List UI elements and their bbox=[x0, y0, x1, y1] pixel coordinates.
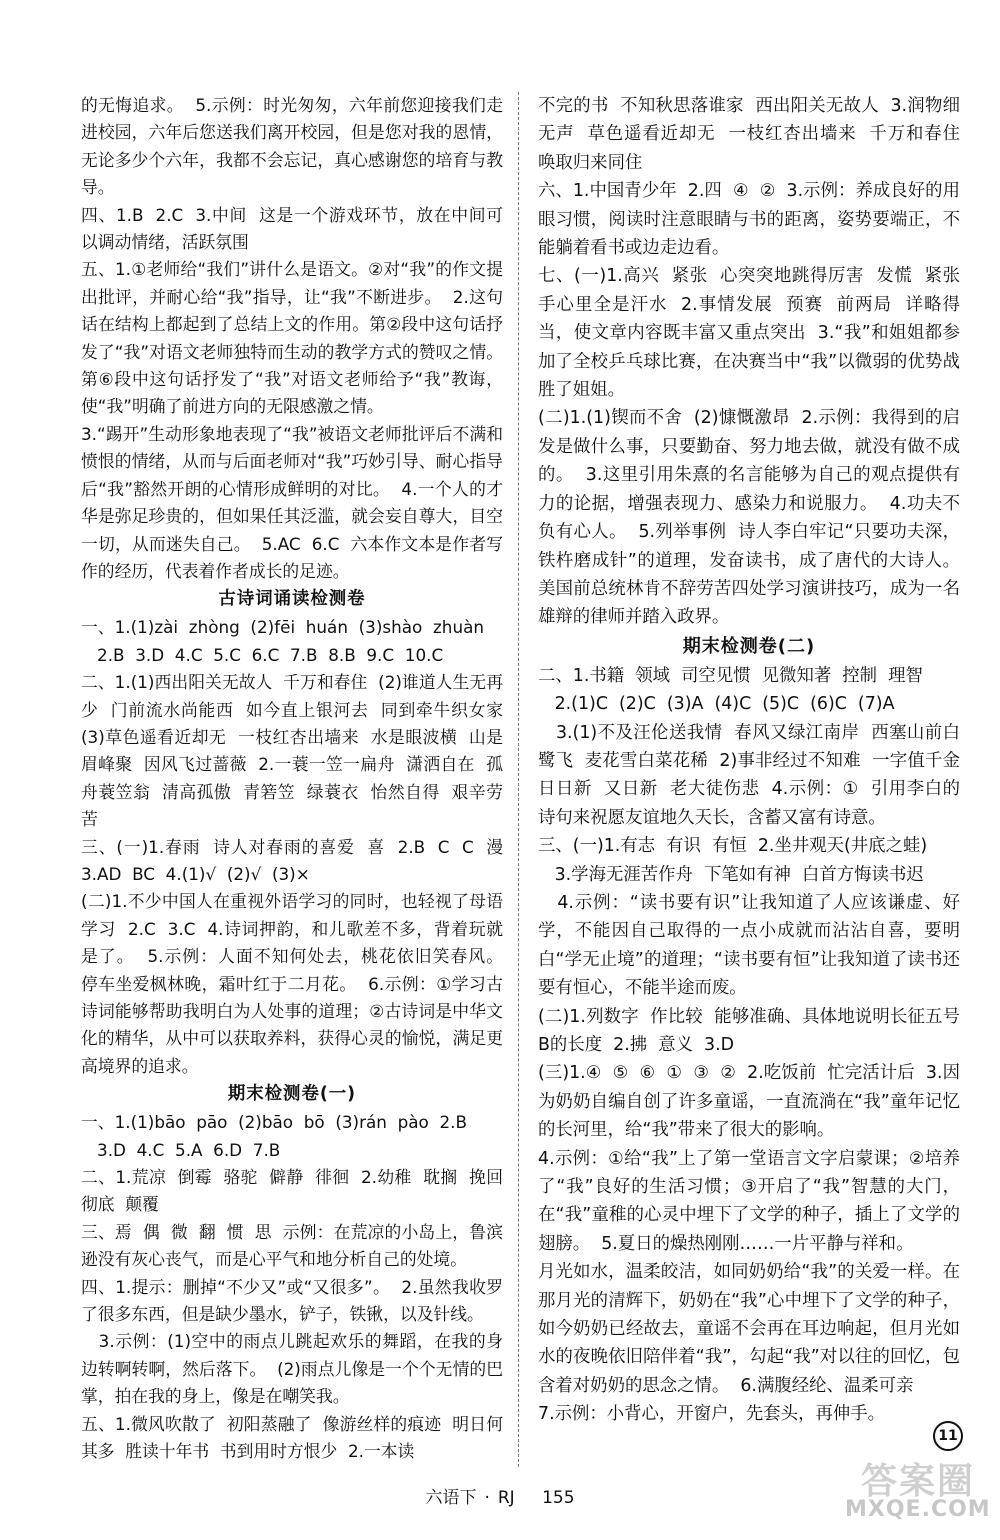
footer-subject: 六语下 bbox=[425, 1488, 477, 1508]
answer-paragraph: 7.示例：小背心，开窗户，先套头，再伸手。 bbox=[538, 1404, 886, 1425]
watermark-cn: 答案圈 bbox=[860, 1461, 975, 1502]
answer-paragraph: (二)1.列数字 作比较 能够准确、具体地说明长征五号B的长度 2.拂 意义 3.D bbox=[538, 1006, 960, 1055]
answer-paragraph: (二)1.(1)锲而不舍 (2)慷慨激昂 2.示例：我得到的启发是做什么事，只要勤奋、努力地去做，就没有做不成的。 3.这里引用朱熹的名言能够为自己的观点提供有力的论据，增强表现力、感染力和说服力。 4.功夫不负有心人。 5.列举事例 诗人李白牢记“只要功夫深，铁杵磨成针”的道理，发奋读书，成了唐代的大诗人。 美国前总统林肯不辞劳苦四处学习演讲技巧，成为一名雄辩的律师并踏入政界。 bbox=[538, 408, 972, 628]
answer-paragraph: (二)1.不少中国人在重视外语学习的同时，也轻视了母语学习 2.C 3.C 4.诗词押韵，和儿歌差不多，背着玩就是了。 5.示例：人面不知何处去，桃花依旧笑春风。 停车坐爱枫林晚，霜叶红于二月花。 6.示例：①学习古诗词能够帮助我明白为人处事的道理；②古诗词是中华文化的精华，从中可以获取养料，获得心灵的愉悦，满足更高境界的追求。 bbox=[81, 891, 514, 1076]
answer-paragraph: 4.示例：①给“我”上了第一堂语言文字启蒙课；②培养了“我”良好的生活习惯；③开启了“我”智慧的大门，在“我”童稚的心灵中埋下了文学的种子，插上了文学的翅膀。 5.夏日的燥热刚刚……一片平静与祥和。 bbox=[538, 1148, 960, 1254]
footer-dot: · bbox=[484, 1488, 490, 1508]
right-column bbox=[538, 92, 972, 1429]
answer-paragraph: 七、(一)1.高兴 紧张 心突突地跳得厉害 发慌 紧张 手心里全是汗水 2.事情发展 预赛 前两局 详略得当，使文章内容既丰富又重点突出 3.“我”和姐姐都参加了全校乒乓球比赛，在决赛当中“我”以微弱的优势战胜了姐姐。 bbox=[538, 266, 972, 401]
answer-paragraph: 3.(1)不及汪伦送我情 春风又绿江南岸 西塞山前白鹭飞 麦花雪白菜花稀 2)事非经过不知难 一字值千金 日日新 又日新 老大徒伤悲 4.示例：① 引用李白的诗句来祝愿友谊地久天长，含蓄又富有诗意。 bbox=[538, 722, 972, 828]
answer-paragraph: 3.“踢开”生动形象地表现了“我”被语文老师批评后不满和愤恨的情绪，从而与后面老师对“我”巧妙引导、耐心指导后“我”豁然开朗的心情形成鲜明的对比。 4.一个人的才华是弥足珍贵的，但如果任其泛滥，就会妄自尊大，目空一切，从而迷失自己。 5.AC 6.C 六本作文本是作者写作的经历，代表着作者成长的足迹。 bbox=[81, 423, 503, 581]
answer-paragraph: 五、1.①老师给“我们”讲什么是语文。②对“我”的作文提出批评，并耐心给“我”指导，让“我”不断进步。 2.这句话在结构上都起到了总结上文的作用。第②段中这句话抒发了“我”对语文老师独特而生动的教学方式的赞叹之情。第⑥段中这句话抒发了“我”对语文老师给予“我”教诲，使“我”明确了前进方向的无限感激之情。 bbox=[81, 259, 503, 417]
answer-paragraph: 三、(一)1.春雨 诗人对春雨的喜爱 喜 2.B C C 漫 3.AD BC 4.(1)√ (2)√ (3)× bbox=[81, 836, 514, 884]
answer-paragraph: 3.学海无涯苦作舟 下笔如有神 白首方悔读书迟 bbox=[538, 864, 924, 885]
answer-paragraph: 二、1.书籍 领域 司空见惯 见微知著 控制 理智 bbox=[538, 665, 923, 686]
section-title: 期末检测卷(一) bbox=[227, 1084, 357, 1105]
answer-paragraph: 4.示例：“读书要有识”让我知道了人应该谦虚、好学，不能因自己取得的一点小成就而沾沾自喜，要明白“学无止境”的道理；“读书要有恒”让我知道了读书还要有恒心，不能半途而废。 bbox=[538, 892, 960, 999]
answer-paragraph: 二、1.荒凉 倒霉 骆驼 僻静 徘徊 2.幼稚 耽搁 挽回 彻底 颠覆 bbox=[81, 1167, 514, 1215]
answer-paragraph: 六、1.中国青少年 2.四 ④ ② 3.示例：养成良好的用眼习惯，阅读时注意眼睛与书的距离，姿势要端正，不能躺着看书或边走边看。 bbox=[538, 181, 960, 259]
answer-paragraph: 五、1.微风吹散了 初阳蒸融了 像游丝样的痕迹 明日何其多 胜读十年书 书到用时方恨少 2.一本读 bbox=[81, 1413, 503, 1462]
watermark-url: MXQE.COM bbox=[845, 1497, 991, 1522]
page-badge: 11 bbox=[933, 1421, 963, 1451]
footer-edition: RJ bbox=[497, 1488, 515, 1508]
answer-paragraph: 不完的书 不知秋思落谁家 西出阳关无故人 3.润物细无声 草色遥看近却无 一枝红杏出墙来 千万和春住 唤取归来同住 bbox=[538, 96, 972, 173]
answer-paragraph: 的无悔追求。 5.示例：时光匆匆，六年前您迎接我们走进校园，六年后您送我们离开校园，但是您对我的恩情，无论多少个六年，我都不会忘记，真心感谢您的培育与教导。 bbox=[81, 95, 503, 198]
watermark-logo bbox=[845, 1453, 990, 1531]
answer-paragraph: 四、1.提示：删掉“不少又”或“又很多”。 2.虽然我收罗了很多东西，但是缺少墨水，铲子，铁锹，以及针线。 bbox=[81, 1276, 503, 1325]
column-divider bbox=[518, 92, 519, 1467]
answer-paragraph: (三)1.④ ⑤ ⑥ ① ③ ② 2.吃饭前 忙完活计后 3.因为奶奶自编自创了许多童谣，一直流淌在“我”童年记忆的长河里，给“我”带来了很大的影响。 bbox=[538, 1063, 960, 1141]
left-column bbox=[81, 92, 514, 1466]
section-title: 古诗词诵读检测卷 bbox=[218, 589, 366, 610]
section-title: 期末检测卷(二) bbox=[682, 635, 816, 657]
answer-paragraph: 三、(一)1.有志 有识 有恒 2.坐井观天(井底之蛙) bbox=[538, 836, 928, 857]
answer-paragraph: 2.(1)C (2)C (3)A (4)C (5)C (6)C (7)A bbox=[538, 694, 895, 715]
answer-paragraph: 四、1.B 2.C 3.中间 这是一个游戏环节，放在中间可以调动情绪，活跃氛围 bbox=[81, 204, 503, 253]
answer-paragraph: 3.D 4.C 5.A 6.D 7.B bbox=[81, 1139, 281, 1160]
answer-paragraph: 月光如水，温柔皎洁，如同奶奶给“我”的关爱一样。在那月光的清辉下，奶奶在“我”心中埋下了文学的种子，如今奶奶已经故去，童谣不会再在耳边响起，但月光如水的夜晚依旧陪伴着“我”，勾起“我”对以往的回忆，包含着对奶奶的思念之情。 6.满腹经纶、温柔可亲 bbox=[538, 1262, 960, 1396]
answer-paragraph: 二、1.(1)西出阳关无故人 千万和春住 (2)谁道人生无再少 门前流水尚能西 如今直上银河去 同到牵牛织女家 (3)草色遥看近却无 一枝红杏出墙来 水是眼波横 山是眉峰聚 因风飞过蔷薇 2.一蓑一笠一扁舟 潇洒自在 孤舟蓑笠翁 清高孤傲 青箬笠 绿蓑衣 怡然自得 艰辛劳苦 bbox=[81, 672, 514, 830]
answer-paragraph: 一、1.(1)bāo pāo (2)bāo bō (3)rán pào 2.B bbox=[81, 1112, 467, 1133]
answer-paragraph: 2.B 3.D 4.C 5.C 6.C 7.B 8.B 9.C 10.C bbox=[81, 644, 444, 665]
answer-paragraph: 一、1.(1)zài zhòng (2)fēi huán (3)shào zhuàn bbox=[81, 617, 484, 638]
footer-page-number: 155 bbox=[542, 1488, 575, 1508]
answer-paragraph: 3.示例：(1)空中的雨点儿跳起欢乐的舞蹈，在我的身边转啊转啊，然后落下。 (2)雨点儿像是一个个无情的巴掌，拍在我的身上，像是在嘲笑我。 bbox=[81, 1331, 503, 1407]
answer-paragraph: 三、焉 偶 微 翻 惯 思 示例：在荒凉的小岛上，鲁滨逊没有灰心丧气，而是心平气和地分析自己的处境。 bbox=[81, 1221, 503, 1270]
